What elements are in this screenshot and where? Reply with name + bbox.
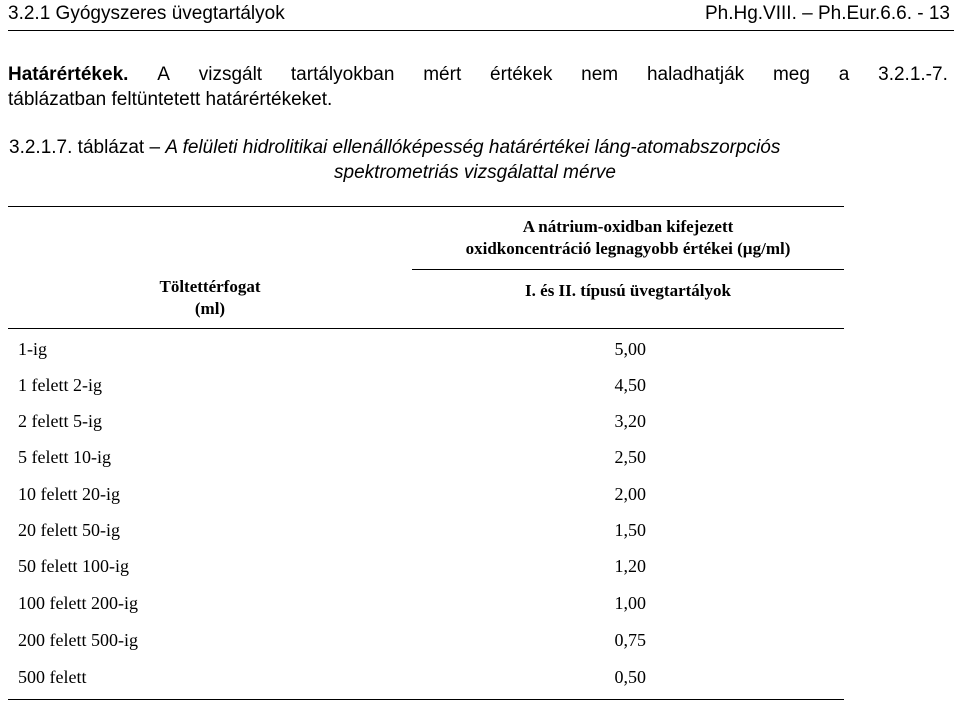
limit-value-cell: 1,50	[614, 520, 646, 540]
table-row	[18, 484, 650, 520]
caption-dash: –	[144, 137, 166, 158]
paragraph-line-1	[8, 62, 948, 87]
pharmacopoeia-reference: Ph.Hg.VIII. – Ph.Eur.6.6. - 13	[704, 3, 950, 24]
table-row	[18, 630, 650, 666]
page-header	[8, 0, 954, 31]
volume-cell: 500 felett	[18, 667, 87, 687]
table-row	[18, 593, 650, 629]
limit-value-cell: 2,50	[614, 447, 646, 467]
limit-value-cell: 3,20	[614, 411, 646, 431]
table-row	[18, 339, 650, 375]
volume-cell: 200 felett 500-ig	[18, 630, 138, 650]
volume-column-header	[110, 276, 310, 320]
paragraph-word: vizsgált	[198, 64, 263, 85]
paragraph-word: 3.2.1.-7.	[878, 64, 948, 85]
volume-cell: 20 felett 50-ig	[18, 520, 120, 540]
table-row	[18, 447, 650, 483]
glass-type-label: I. és II. típusú üvegtartályok	[525, 281, 731, 300]
volume-cell: 1-ig	[18, 339, 47, 359]
table-title-continued: spektrometriás vizsgálattal mérve	[334, 162, 616, 183]
caption-line-1	[8, 135, 948, 160]
paragraph-word: haladhatják	[646, 64, 745, 85]
table-row	[18, 375, 650, 411]
paragraph-line-2: táblázatban feltüntetett határértékeket.	[8, 89, 333, 110]
table-caption	[8, 135, 948, 185]
limit-value-cell: 2,00	[614, 484, 646, 504]
table-number: 3.2.1.7. táblázat	[9, 137, 145, 158]
table-top-rule	[8, 206, 844, 207]
table-row	[18, 667, 650, 703]
volume-header-line-1: Töltettérfogat	[159, 277, 261, 296]
table-title: A felületi hidrolitikai ellenállóképesség határértékei láng-atomabszorpciós	[165, 137, 781, 158]
paragraph-word: tartályokban	[290, 64, 395, 85]
paragraph-word: meg	[772, 64, 810, 85]
paragraph-word: mért	[423, 64, 462, 85]
volume-cell: 5 felett 10-ig	[18, 447, 111, 467]
table-row	[18, 411, 650, 447]
table-row	[18, 556, 650, 592]
limit-value-cell: 5,00	[614, 339, 646, 359]
limit-value-cell: 4,50	[614, 375, 646, 395]
concentration-header-line-2: oxidkoncentráció legnagyobb értékei (µg/ml)	[465, 239, 791, 258]
paragraph-word: A	[157, 64, 170, 85]
volume-cell: 2 felett 5-ig	[18, 411, 102, 431]
section-title: 3.2.1 Gyógyszeres üvegtartályok	[8, 3, 285, 24]
limit-value-cell: 1,20	[614, 556, 646, 576]
limit-value-cell: 0,50	[614, 667, 646, 687]
table-row	[18, 520, 650, 556]
volume-cell: 10 felett 20-ig	[18, 484, 120, 504]
header-bottom-rule	[8, 328, 844, 329]
paragraph-word: értékek	[490, 64, 553, 85]
limit-value-cell: 0,75	[614, 630, 646, 650]
volume-cell: 50 felett 100-ig	[18, 556, 129, 576]
paragraph-word: a	[838, 64, 850, 85]
volume-cell: 1 felett 2-ig	[18, 375, 102, 395]
glass-type-subheader	[412, 280, 844, 302]
limit-value-cell: 1,00	[614, 593, 646, 613]
paragraph-word: nem	[581, 64, 619, 85]
concentration-header-line-1: A nátrium-oxidban kifejezett	[522, 217, 734, 236]
limits-paragraph	[8, 62, 948, 112]
volume-header-unit: (ml)	[194, 299, 226, 318]
paragraph-lead: Határértékek.	[8, 64, 129, 85]
volume-cell: 100 felett 200-ig	[18, 593, 138, 613]
concentration-column-header	[412, 216, 844, 260]
header-divider-rule	[412, 269, 844, 270]
